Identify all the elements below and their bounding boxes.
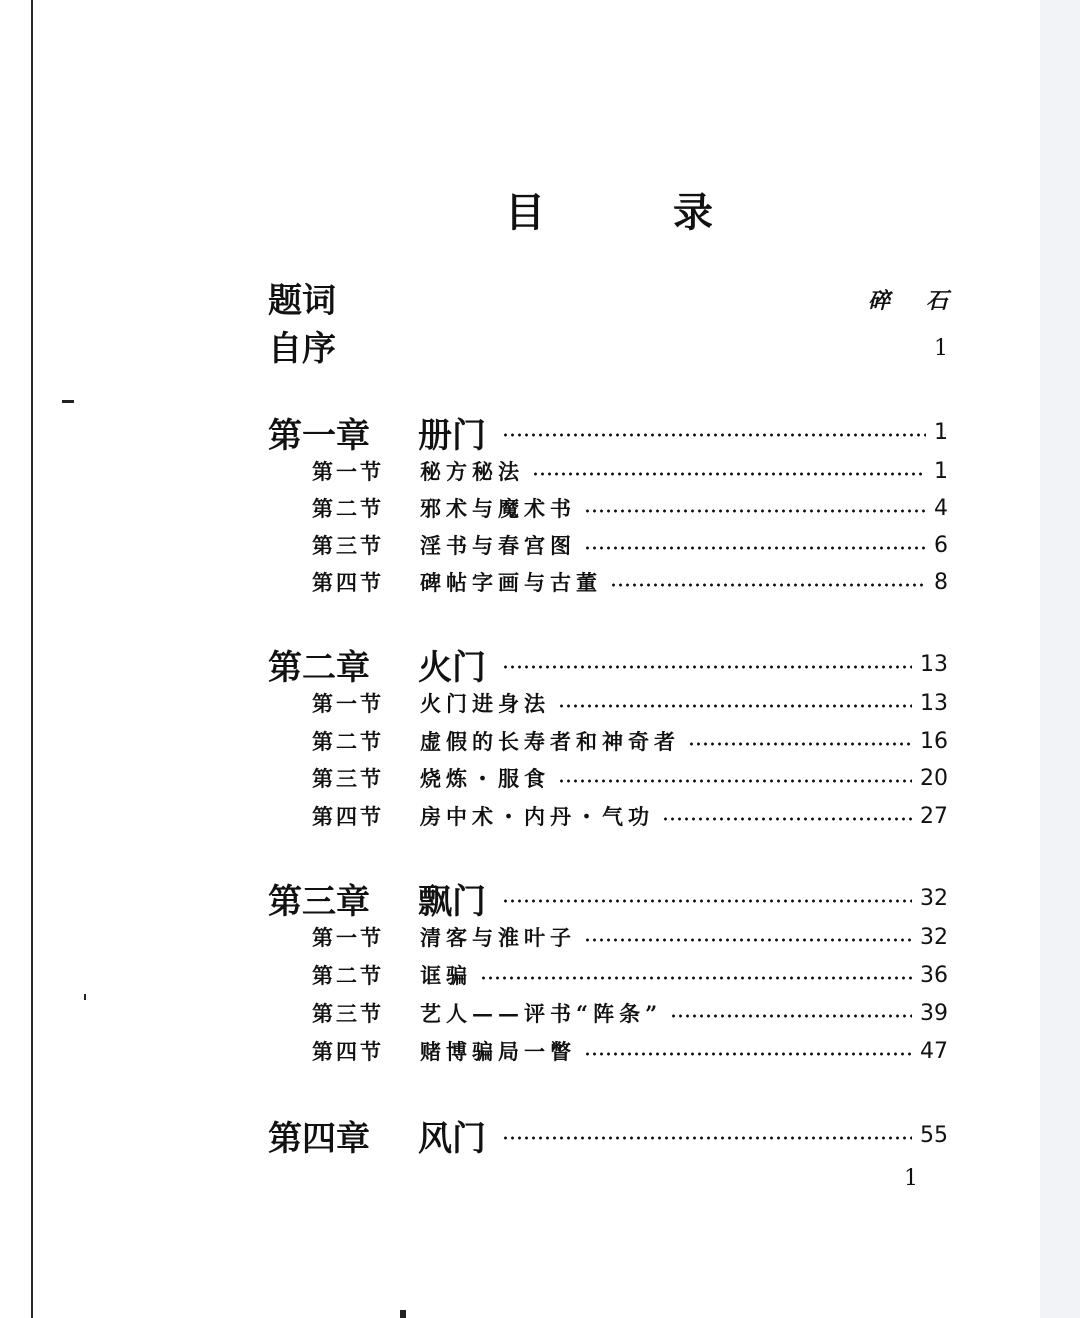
section-number: 第二节 [312,729,384,754]
chapter-title: 风门 [418,1118,486,1159]
dot-leader [480,976,912,980]
section-number: 第三节 [312,766,384,791]
section-page: 13 [920,690,948,716]
chapter-title: 火门 [418,647,486,688]
toc-chapter-row[interactable] [268,412,948,456]
chapter-page: 1 [934,419,948,445]
toc-inscription-row[interactable] [268,278,984,328]
section-number: 第一节 [312,691,384,716]
dot-leader [558,704,912,708]
section-title: 烧炼・服食 [420,766,550,791]
scan-speck [400,1310,406,1318]
section-title: 碑帖字画与古董 [420,570,602,595]
toc-chapter-row[interactable] [268,1115,948,1159]
section-page: 36 [920,962,948,988]
section-number: 第二节 [312,496,384,521]
dot-leader [670,1014,912,1018]
section-number: 第三节 [312,533,384,558]
toc-section-row[interactable] [268,796,948,836]
section-title: 秘方秘法 [420,459,524,484]
chapter-number: 第一章 [268,415,370,456]
section-number: 第四节 [312,1039,384,1064]
page-edge-rule [31,0,33,1318]
inscription-label: 题词 [268,281,336,321]
section-number: 第一节 [312,459,384,484]
section-page: 47 [920,1038,948,1064]
section-page: 6 [934,532,948,558]
section-title: 淫书与春宫图 [420,533,576,558]
chapter-title: 飘门 [418,881,486,922]
toc-section-row[interactable] [268,488,948,528]
section-page: 1 [934,458,948,484]
section-number: 第三节 [312,1001,384,1026]
section-title: 艺人——评书“阵条” [420,1001,663,1026]
section-number: 第四节 [312,570,384,595]
dot-leader [502,433,926,437]
toc-section-row[interactable] [268,955,948,995]
section-title: 虚假的长寿者和神奇者 [420,729,680,754]
dot-leader [584,938,912,942]
preface-page: 1 [934,336,948,361]
section-number: 第一节 [312,925,384,950]
scan-speck [84,994,86,1000]
toc-section-row[interactable] [268,683,948,723]
section-title: 赌博骗局一瞥 [420,1039,576,1064]
chapter-page: 32 [920,885,948,911]
section-title: 火门进身法 [420,691,550,716]
chapter-page: 13 [920,651,948,677]
section-number: 第四节 [312,804,384,829]
toc-preface-row[interactable] [268,326,948,376]
preface-label: 自序 [268,329,336,369]
section-page: 8 [934,569,948,595]
toc-section-row[interactable] [268,562,948,602]
chapter-number: 第二章 [268,647,370,688]
dot-leader [502,1136,912,1140]
dot-leader [584,546,926,550]
inscription-author: 碎石 [867,288,984,314]
section-number: 第二节 [312,963,384,988]
dot-leader [610,583,926,587]
chapter-page: 55 [920,1122,948,1148]
section-page: 32 [920,924,948,950]
toc-section-row[interactable] [268,721,948,761]
chapter-number: 第四章 [268,1118,370,1159]
dot-leader [688,742,912,746]
section-page: 39 [920,1000,948,1026]
chapter-title: 册门 [418,415,486,456]
toc-section-row[interactable] [268,451,948,491]
footer-page-number: 1 [904,1166,918,1191]
section-page: 16 [920,728,948,754]
section-title: 清客与淮叶子 [420,925,576,950]
section-title: 房中术・内丹・气功 [420,804,654,829]
dot-leader [502,665,912,669]
page-title: 目 录 [505,190,757,236]
dot-leader [584,509,926,513]
dot-leader [502,899,912,903]
toc-chapter-row[interactable] [268,644,948,688]
dot-leader [532,472,926,476]
toc-section-row[interactable] [268,993,948,1033]
toc-section-row[interactable] [268,917,948,957]
scan-speck [62,400,74,403]
toc-section-row[interactable] [268,525,948,565]
toc-section-row[interactable] [268,758,948,798]
toc-section-row[interactable] [268,1031,948,1071]
dot-leader [558,779,912,783]
viewer-margin [1040,0,1080,1318]
dot-leader [584,1052,912,1056]
section-page: 4 [934,495,948,521]
chapter-number: 第三章 [268,881,370,922]
section-page: 27 [920,803,948,829]
dot-leader [662,817,912,821]
section-title: 诓骗 [420,963,472,988]
toc-chapter-row[interactable] [268,878,948,922]
section-title: 邪术与魔术书 [420,496,576,521]
section-page: 20 [920,765,948,791]
